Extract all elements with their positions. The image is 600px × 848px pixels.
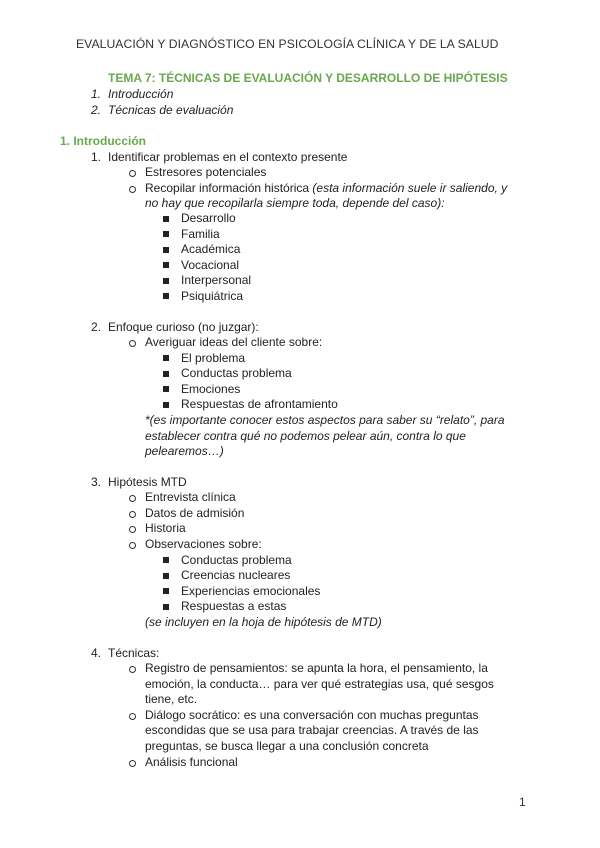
sub-item: Historia <box>145 521 186 535</box>
square-bullet-icon <box>163 278 169 284</box>
circle-bullet-icon <box>129 666 136 673</box>
bullet-item: Vocacional <box>181 258 240 272</box>
list-number: 2. <box>91 320 102 334</box>
note-line: *(es importante conocer estos aspectos para saber su “relato”, para <box>145 413 505 427</box>
bullet-item: Académica <box>181 242 241 256</box>
bullet-item: Respuestas a estas <box>181 599 287 613</box>
circle-bullet-icon <box>129 713 136 720</box>
list-item-enfoque: Enfoque curioso (no juzgar): <box>108 320 259 334</box>
circle-bullet-icon <box>129 542 136 549</box>
bullet-item: Desarrollo <box>181 211 236 225</box>
square-bullet-icon <box>163 588 169 594</box>
list-item-identificar: Identificar problemas en el contexto presente <box>108 150 348 164</box>
sub-item: Observaciones sobre: <box>145 537 262 551</box>
sub-item-dialogo: Diálogo socrático: es una conversación con muchas preguntas <box>145 708 479 722</box>
sub-item-dialogo-cont: escondidas que se usa para trabajar creencias. A través de las <box>145 723 479 737</box>
circle-bullet-icon <box>129 511 136 518</box>
note-line: establecer contra qué no podemos pelear aún, contra lo que <box>145 429 466 443</box>
square-bullet-icon <box>163 231 169 237</box>
page-number: 1 <box>519 795 526 809</box>
square-bullet-icon <box>163 402 169 408</box>
bullet-item: Respuestas de afrontamiento <box>181 397 338 411</box>
sub-item-analisis: Análisis funcional <box>145 755 238 769</box>
page-header: EVALUACIÓN Y DIAGNÓSTICO EN PSICOLOGÍA CLÍNICA Y DE LA SALUD <box>76 37 499 51</box>
bullet-item: Conductas problema <box>181 553 292 567</box>
sub-item: Datos de admisión <box>145 506 245 520</box>
bullet-item: Psiquiátrica <box>181 289 244 303</box>
square-bullet-icon <box>163 262 169 268</box>
section-heading: 1. Introducción <box>60 134 147 148</box>
note-line: pelearemos…) <box>145 444 224 458</box>
sub-item-estresores: Estresores potenciales <box>145 165 267 179</box>
square-bullet-icon <box>163 355 169 361</box>
circle-bullet-icon <box>129 170 136 177</box>
sub-item-recopilar-note: (esta información suele ir saliendo, y <box>312 181 508 195</box>
toc-item-tecnicas: Técnicas de evaluación <box>108 103 234 117</box>
bullet-item: Experiencias emocionales <box>181 584 321 598</box>
bullet-item: Interpersonal <box>181 273 252 287</box>
list-number: 4. <box>91 646 102 660</box>
sub-item-recopilar <box>145 181 507 196</box>
sub-item-registro-cont: emoción, la conducta… para ver qué estrategias usa, qué sesgos <box>145 677 494 691</box>
sub-item-dialogo-cont: preguntas, se busca llegar a una conclusión concreta <box>145 739 429 753</box>
bullet-item: Emociones <box>181 382 241 396</box>
square-bullet-icon <box>163 293 169 299</box>
square-bullet-icon <box>163 557 169 563</box>
square-bullet-icon <box>163 247 169 253</box>
list-number: 3. <box>91 475 102 489</box>
circle-bullet-icon <box>129 340 136 347</box>
square-bullet-icon <box>163 573 169 579</box>
list-number: 1. <box>91 150 102 164</box>
sub-item-registro-cont: tiene, etc. <box>145 692 198 706</box>
toc-number: 1. <box>91 87 102 101</box>
sub-item-recopilar-text: Recopilar información histórica <box>145 181 313 195</box>
circle-bullet-icon <box>129 760 136 767</box>
sub-item: Entrevista clínica <box>145 490 236 504</box>
square-bullet-icon <box>163 604 169 610</box>
bullet-item: Familia <box>181 227 220 241</box>
toc-item-introduccion: Introducción <box>108 87 174 101</box>
circle-bullet-icon <box>129 186 136 193</box>
circle-bullet-icon <box>129 495 136 502</box>
sub-item-registro: Registro de pensamientos: se apunta la hora, el pensamiento, la <box>145 661 488 675</box>
sub-item-averiguar: Averiguar ideas del cliente sobre: <box>145 335 323 349</box>
page-title: TEMA 7: TÉCNICAS DE EVALUACIÓN Y DESARROLLO DE HIPÓTESIS <box>108 71 508 85</box>
square-bullet-icon <box>163 386 169 392</box>
list-item-hipotesis: Hipótesis MTD <box>108 475 187 489</box>
sub-item-recopilar-note-cont: no hay que recopilarla siempre toda, depende del caso): <box>145 196 445 210</box>
circle-bullet-icon <box>129 526 136 533</box>
bullet-item: Creencias nucleares <box>181 568 291 582</box>
bullet-item: Conductas problema <box>181 366 292 380</box>
square-bullet-icon <box>163 216 169 222</box>
square-bullet-icon <box>163 371 169 377</box>
toc-number: 2. <box>91 103 102 117</box>
note-line: (se incluyen en la hoja de hipótesis de MTD) <box>145 615 382 629</box>
list-item-tecnicas: Técnicas: <box>108 646 160 660</box>
bullet-item: El problema <box>181 351 246 365</box>
